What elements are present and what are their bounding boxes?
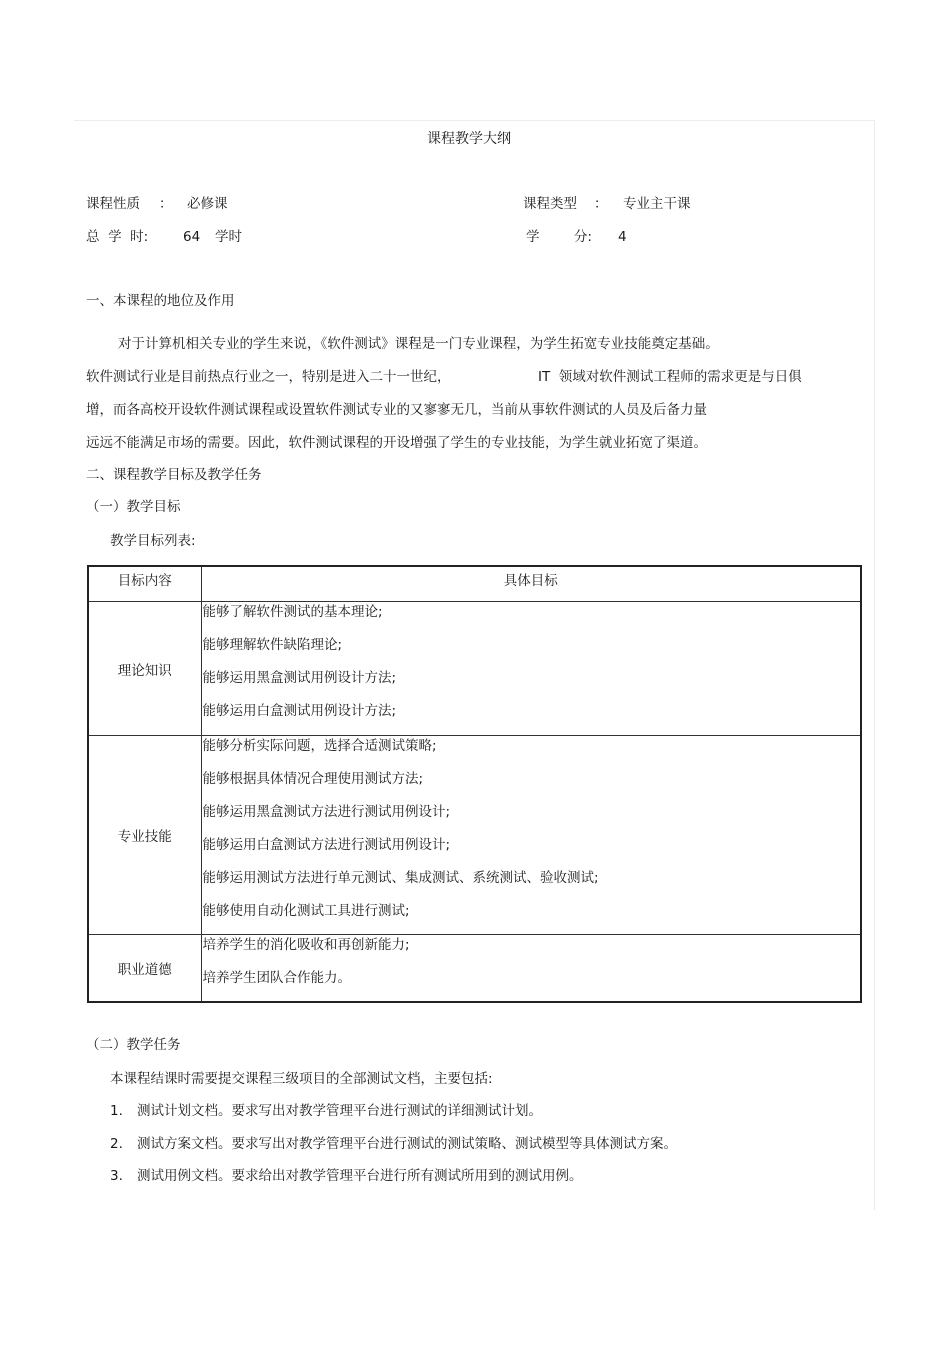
goal-item: 能够运用白盒测试方法进行测试用例设计; bbox=[202, 837, 451, 853]
task-number: 1. bbox=[110, 1103, 123, 1119]
goal-items-cell bbox=[201, 935, 861, 1003]
section-2-heading: 二、课程教学目标及教学任务 bbox=[86, 467, 262, 483]
section-1-paragraph-line: 增，而各高校开设软件测试课程或设置软件测试专业的又寥寥无几，当前从事软件测试的人员及后备力量 bbox=[86, 402, 707, 418]
task-number: 2. bbox=[110, 1136, 123, 1152]
credit-label: 学 分: bbox=[526, 229, 592, 245]
total-hours-value: 64 bbox=[183, 229, 201, 245]
total-hours-unit: 学时 bbox=[215, 229, 242, 245]
section-1-heading: 一、本课程的地位及作用 bbox=[86, 293, 235, 309]
goal-items-cell bbox=[201, 602, 861, 736]
section-1-paragraph-line: IT 领域对软件测试工程师的需求更是与日俱 bbox=[538, 369, 802, 385]
goal-item: 能够根据具体情况合理使用测试方法; bbox=[202, 771, 424, 787]
page-frame-right-border bbox=[874, 120, 875, 1210]
page-frame-top-border bbox=[74, 120, 874, 121]
document-title: 课程教学大纲 bbox=[427, 131, 511, 147]
section-1-paragraph-line: 对于计算机相关专业的学生来说，《软件测试》课程是一门专业课程，为学生拓宽专业技能奠定基础。 bbox=[118, 336, 719, 352]
goal-item: 能够运用黑盒测试方法进行测试用例设计; bbox=[202, 804, 451, 820]
task-text: 测试方案文档。要求写出对教学管理平台进行测试的测试策略、测试模型等具体测试方案。 bbox=[137, 1136, 677, 1152]
goal-item: 能够使用自动化测试工具进行测试; bbox=[202, 903, 410, 919]
category-cell: 专业技能 bbox=[88, 736, 201, 935]
course-type-separator: ： bbox=[594, 196, 608, 212]
course-nature-label: 课程性质 bbox=[86, 196, 140, 212]
table-row bbox=[88, 602, 861, 736]
course-type-label: 课程类型 bbox=[523, 196, 577, 212]
table-row bbox=[88, 935, 861, 1003]
course-type-value: 专业主干课 bbox=[623, 196, 691, 212]
course-nature-separator: ： bbox=[159, 196, 173, 212]
category-cell: 理论知识 bbox=[88, 602, 201, 736]
goal-item: 能够运用黑盒测试用例设计方法; bbox=[202, 670, 397, 686]
task-text: 测试计划文档。要求写出对教学管理平台进行测试的详细测试计划。 bbox=[137, 1103, 542, 1119]
goal-items-cell bbox=[201, 736, 861, 935]
credit-value: 4 bbox=[618, 229, 627, 245]
goal-item: 能够运用白盒测试用例设计方法; bbox=[202, 703, 397, 719]
table-header-row bbox=[88, 566, 861, 602]
task-number: 3. bbox=[110, 1168, 123, 1184]
task-text: 测试用例文档。要求给出对教学管理平台进行所有测试所用到的测试用例。 bbox=[137, 1168, 583, 1184]
course-nature-value: 必修课 bbox=[187, 196, 228, 212]
table-row bbox=[88, 736, 861, 935]
section-1-paragraph-line: 软件测试行业是目前热点行业之一，特别是进入二十一世纪， bbox=[86, 369, 451, 385]
goal-item: 能够了解软件测试的基本理论; bbox=[202, 604, 383, 620]
category-cell: 职业道德 bbox=[88, 935, 201, 1003]
section-1-paragraph-line: 远远不能满足市场的需要。因此，软件测试课程的开设增强了学生的专业技能，为学生就业拓宽了渠道。 bbox=[86, 435, 707, 451]
goal-item: 培养学生团队合作能力。 bbox=[202, 970, 351, 986]
goal-item: 能够分析实际问题，选择合适测试策略; bbox=[202, 738, 437, 754]
total-hours-label: 总 学 时: bbox=[86, 229, 149, 245]
table-header-goal-content: 目标内容 bbox=[88, 566, 201, 602]
teaching-goals-subheading: （一）教学目标 bbox=[86, 499, 181, 515]
teaching-goals-table bbox=[87, 565, 862, 1003]
goal-item: 能够运用测试方法进行单元测试、集成测试、系统测试、验收测试; bbox=[202, 870, 599, 886]
teaching-tasks-subheading: （二）教学任务 bbox=[86, 1037, 181, 1053]
goals-list-intro: 教学目标列表: bbox=[110, 533, 196, 549]
goal-item: 能够理解软件缺陷理论; bbox=[202, 637, 343, 653]
goal-item: 培养学生的消化吸收和再创新能力; bbox=[202, 937, 410, 953]
table-header-specific-goals: 具体目标 bbox=[201, 566, 861, 602]
tasks-intro: 本课程结课时需要提交课程三级项目的全部测试文档，主要包括: bbox=[110, 1071, 493, 1087]
